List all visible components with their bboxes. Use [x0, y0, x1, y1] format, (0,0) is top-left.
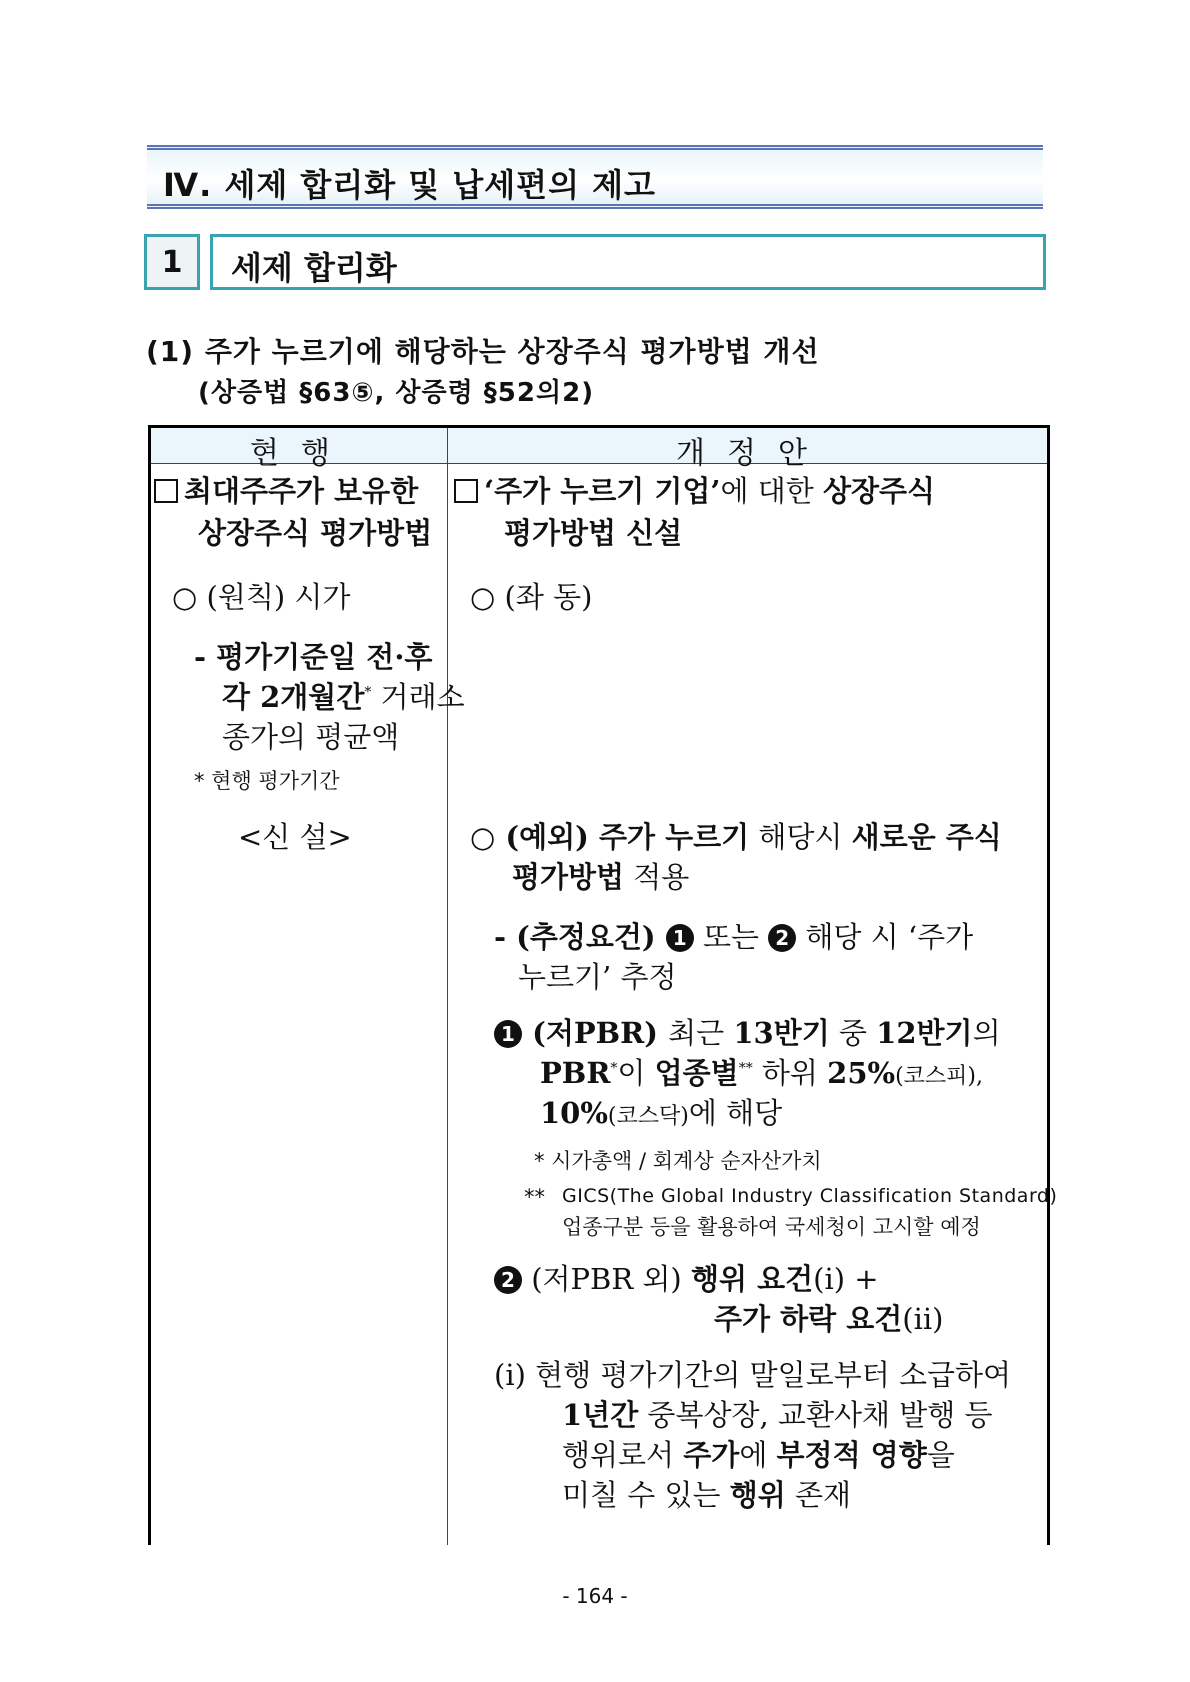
header-current: 현행	[250, 436, 352, 471]
subheading-line2: (상증법 §63⑤, 상증령 §52의2)	[198, 378, 595, 408]
chapter-title: Ⅳ. 세제 합리화 및 납세편의 제고	[163, 166, 656, 204]
section-number-box	[144, 234, 200, 290]
checkbox-square-icon	[154, 479, 178, 503]
chapter-banner	[147, 145, 1043, 209]
condition2-line2: 주가 하락 요건(ⅱ)	[714, 1302, 944, 1336]
current-dash-line2: 각 2개월간* 거래소	[222, 680, 465, 714]
comparison-table	[148, 425, 1058, 1545]
section-title: 세제 합리화	[231, 249, 397, 287]
revised-box-line2: 평가방법 신설	[504, 516, 683, 550]
number-1-circle-icon: 1	[494, 1020, 522, 1048]
estimation-line2: 누르기’ 추정	[518, 960, 677, 994]
revised-box-line1: ‘주가 누르기 기업’에 대한 상장주식	[454, 477, 935, 506]
condition1-line1: 1 (저PBR) 최근 13반기 중 12반기의	[494, 1019, 1001, 1048]
condition1-line3: 10%(코스닥)에 해당	[540, 1096, 783, 1130]
note-gics-line2: 업종구분 등을 활용하여 국세청이 고시할 예정	[562, 1215, 981, 1239]
number-1-circle-icon: 1	[666, 924, 694, 952]
number-2-circle-icon: 2	[494, 1266, 522, 1294]
current-box-line2: 상장주식 평가방법	[198, 516, 433, 550]
revised-same: ○ (좌 동)	[470, 580, 593, 614]
estimation-line1: - (추정요건) 1 또는 2 해당 시 ‘주가	[494, 920, 974, 954]
note-gics-mark: **	[524, 1185, 545, 1209]
note-pbr: * 시가총액 / 회계상 순자산가치	[534, 1149, 822, 1173]
revised-exception-line2: 평가방법 적용	[512, 860, 690, 894]
requirement-i-line4: 미칠 수 있는 행위 존재	[562, 1478, 852, 1512]
subheading-line1: (1) 주가 누르기에 해당하는 상장주식 평가방법 개선	[146, 335, 820, 368]
requirement-i-line1: (ⅰ) 현행 평가기간의 말일로부터 소급하여	[494, 1358, 1012, 1392]
checkbox-square-icon	[454, 479, 478, 503]
current-dash-line1: - 평가기준일 전·후	[194, 640, 433, 674]
current-principle: ○ (원칙) 시가	[172, 580, 351, 614]
condition1-line2: PBR*이 업종별** 하위 25%(코스피),	[540, 1056, 984, 1090]
page-number: - 164 -	[562, 1584, 628, 1608]
current-new-mark: <신 설>	[238, 820, 352, 854]
current-dash-line3: 종가의 평균액	[222, 720, 400, 754]
current-note: * 현행 평가기간	[194, 769, 340, 793]
current-box-line1: 최대주주가 보유한	[154, 477, 418, 506]
header-revised: 개정안	[676, 436, 829, 471]
note-gics: GICS(The Global Industry Classification Standard)	[562, 1185, 1058, 1207]
requirement-i-line3: 행위로서 주가에 부정적 영향을	[562, 1438, 955, 1472]
condition2-line1: 2 (저PBR 외) 행위 요건(ⅰ) +	[494, 1265, 879, 1294]
section-number: 1	[161, 244, 183, 280]
number-2-circle-icon: 2	[768, 924, 796, 952]
revised-exception-line1: ○ (예외) 주가 누르기 해당시 새로운 주식	[470, 820, 1002, 854]
requirement-i-line2: 1년간 중복상장, 교환사채 발행 등	[562, 1398, 993, 1432]
section-title-box	[210, 234, 1046, 290]
